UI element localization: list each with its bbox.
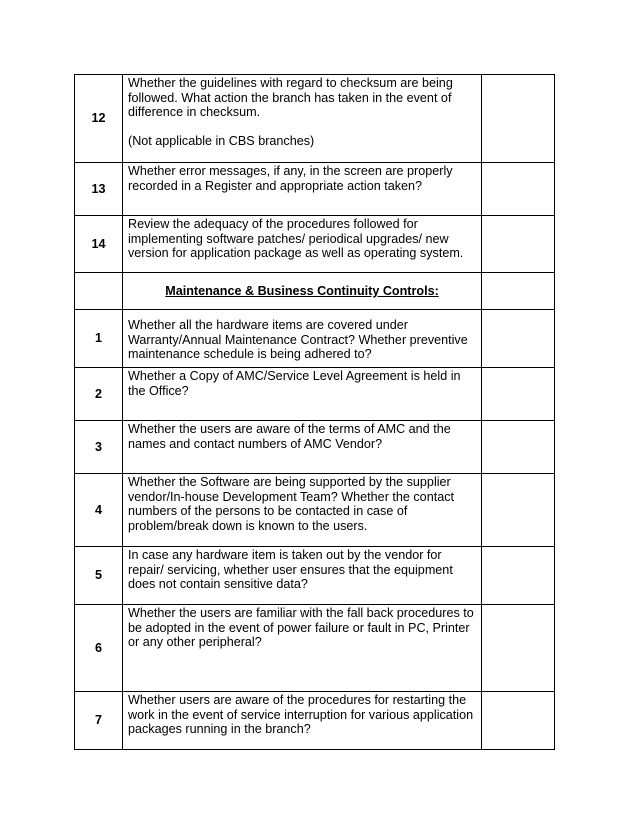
question-text: Whether users are aware of the procedures for restarting the work in the event of service interruption for various application packages running in the branch? <box>128 693 474 737</box>
response-cell <box>482 310 555 368</box>
item-number: 1 <box>75 310 123 368</box>
question-cell <box>123 547 482 605</box>
question-text: Whether a Copy of AMC/Service Level Agreement is held in the Office? <box>128 369 461 398</box>
audit-checklist-table <box>74 74 555 750</box>
item-number: 4 <box>75 474 123 547</box>
table-row <box>75 547 555 605</box>
response-cell <box>482 547 555 605</box>
question-text: Whether the users are aware of the terms of AMC and the names and contact numbers of AMC Vendor? <box>128 422 451 451</box>
question-cell <box>123 75 482 163</box>
item-number: 7 <box>75 692 123 750</box>
section-header-row <box>75 273 555 310</box>
table-row <box>75 692 555 750</box>
question-text: In case any hardware item is taken out by the vendor for repair/ servicing, whether user ensures that the equipment does not contain sensitive data? <box>128 548 453 592</box>
item-number: 3 <box>75 421 123 474</box>
table-row <box>75 163 555 216</box>
response-cell <box>482 163 555 216</box>
table-row <box>75 216 555 273</box>
section-heading: Maintenance & Business Continuity Controls: <box>123 273 482 310</box>
response-cell <box>482 273 555 310</box>
table-row <box>75 368 555 421</box>
question-cell <box>123 474 482 547</box>
item-number: 6 <box>75 605 123 692</box>
response-cell <box>482 474 555 547</box>
response-cell <box>482 75 555 163</box>
question-cell <box>123 605 482 692</box>
response-cell <box>482 216 555 273</box>
question-text: Whether the users are familiar with the fall back procedures to be adopted in the event of power failure or fault in PC, Printer or any other peripheral? <box>128 606 474 650</box>
item-number: 2 <box>75 368 123 421</box>
question-text: Whether all the hardware items are covered under Warranty/Annual Maintenance Contract? Whether preventive maintenance schedule is being adhered to? <box>128 318 468 362</box>
question-cell <box>123 163 482 216</box>
question-cell <box>123 421 482 474</box>
question-text: Review the adequacy of the procedures followed for implementing software patches/ periodical upgrades/ new version for application package as well as operating system. <box>128 217 464 261</box>
item-number: 12 <box>75 75 123 163</box>
response-cell <box>482 421 555 474</box>
question-note: (Not applicable in CBS branches) <box>128 133 315 148</box>
question-cell <box>123 692 482 750</box>
question-cell <box>123 310 482 368</box>
table-row <box>75 474 555 547</box>
question-text: Whether the Software are being supported by the supplier vendor/In-house Development Team? Whether the contact numbers of the persons to be contacted in case of problem/break down is known to the users. <box>128 475 454 533</box>
table-row <box>75 75 555 163</box>
item-number: 14 <box>75 216 123 273</box>
table-row <box>75 421 555 474</box>
response-cell <box>482 692 555 750</box>
table-row <box>75 310 555 368</box>
response-cell <box>482 605 555 692</box>
question-cell <box>123 216 482 273</box>
question-text: Whether the guidelines with regard to checksum are being followed. What action the branch has taken in the event of difference in checksum. <box>128 76 453 120</box>
response-cell <box>482 368 555 421</box>
question-text: Whether error messages, if any, in the screen are properly recorded in a Register and appropriate action taken? <box>128 164 453 193</box>
empty-number-cell <box>75 273 123 310</box>
question-cell <box>123 368 482 421</box>
item-number: 5 <box>75 547 123 605</box>
table-row <box>75 605 555 692</box>
item-number: 13 <box>75 163 123 216</box>
